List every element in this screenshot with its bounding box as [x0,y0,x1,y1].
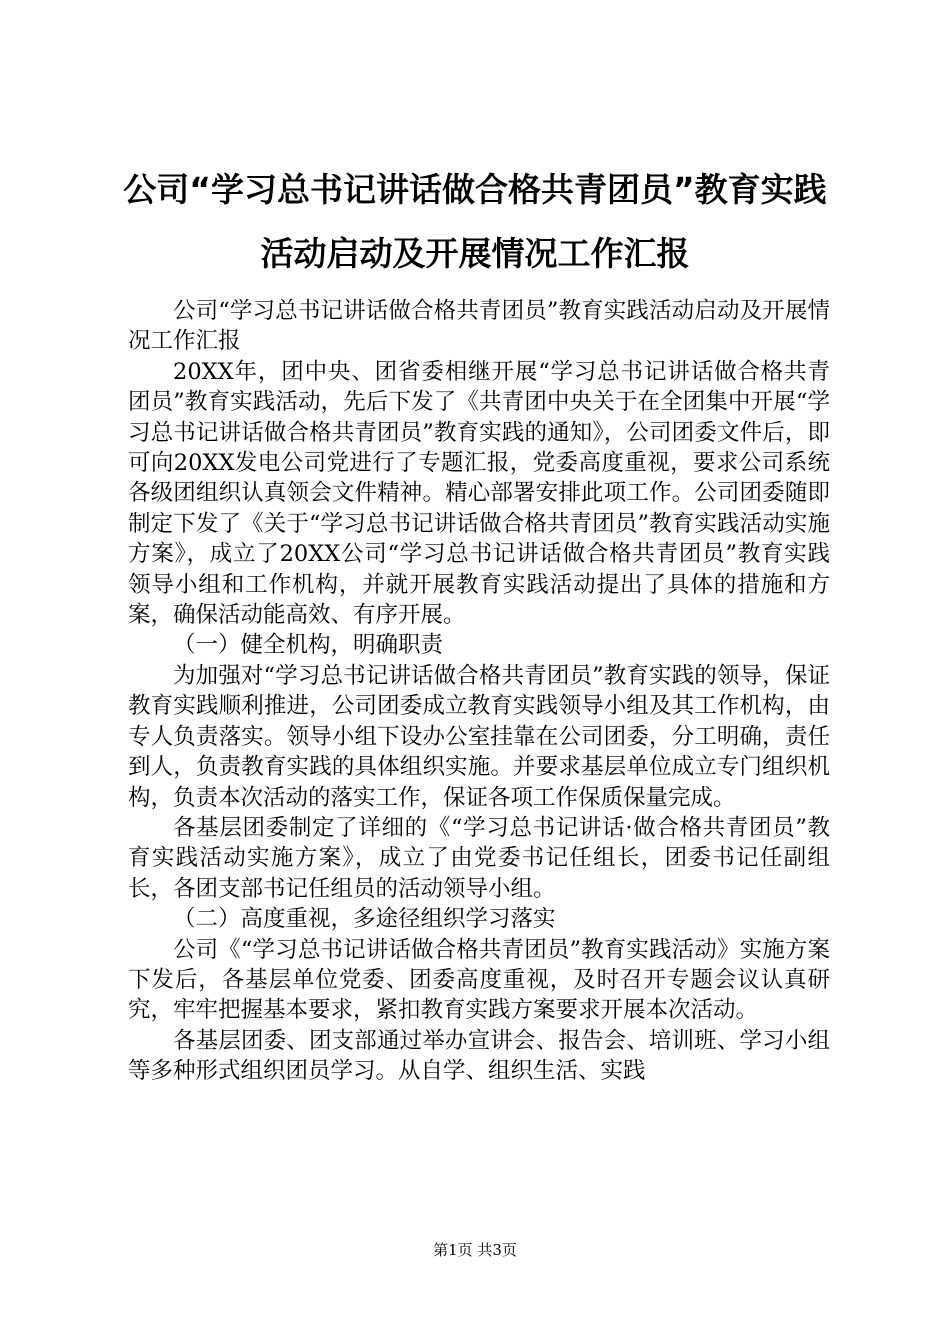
page-footer: 第1页 共3页 [433,1241,517,1259]
document-body [128,296,830,1087]
section-heading-1: （一）健全机构，明确职责 [173,632,444,659]
paragraph-6: 各基层团委、团支部通过举办宣讲会、报告会、培训班、学习小组等多种形式组织团员学习。从自学、组织生活、实践 [128,1027,830,1085]
paragraph-3: 为加强对“学习总书记讲话做合格共青团员”教育实践的领导，保证教育实践顺利推进，公司团委成立教育实践领导小组及其工作机构，由专人负责落实。领导小组下设办公室挂靠在公司团委，分工明确，责任到人，负责教育实践的具体组织实施。并要求基层单位成立专门组织机构，负责本次活动的落实工作，保证各项工作保质保量完成。 [128,662,830,811]
section-heading-2: （二）高度重视，多途径组织学习落实 [173,906,556,933]
paragraph-4: 各基层团委制定了详细的《“学习总书记讲话·做合格共青团员”教育实践活动实施方案》，成立了由党委书记任组长，团委书记任副组长，各团支部书记任组员的活动领导小组。 [128,814,830,902]
paragraph-1: 公司“学习总书记讲话做合格共青团员”教育实践活动启动及开展情况工作汇报 [128,298,830,355]
document-title: 公司“学习总书记讲话做合格共青团员”教育实践活动启动及开展情况工作汇报 [123,170,827,273]
paragraph-2: 20XX年，团中央、团省委相继开展“学习总书记讲话做合格共青团员”教育实践活动，先后下发了《共青团中央关于在全团集中开展“学习总书记讲话做合格共青团员”教育实践的通知》，公司团委文件后，即可向20XX发电公司党进行了专题汇报，党委高度重视，要求公司系统各级团组织认真领会文件精神。精心部署安排此项工作。公司团委随即制定下发了《关于“学习总书记讲话做合格共青团员”教育实践活动实施方案》，成立了20XX公司“学习总书记讲话做合格共青团员”教育实践领导小组和工作机构，并就开展教育实践活动提出了具体的措施和方案，确保活动能高效、有序开展。 [128,358,830,629]
paragraph-5: 公司《“学习总书记讲话做合格共青团员”教育实践活动》实施方案下发后，各基层单位党委、团委高度重视，及时召开专题会议认真研究，牢牢把握基本要求，紧扣教育实践方案要求开展本次活动。 [128,936,830,1024]
